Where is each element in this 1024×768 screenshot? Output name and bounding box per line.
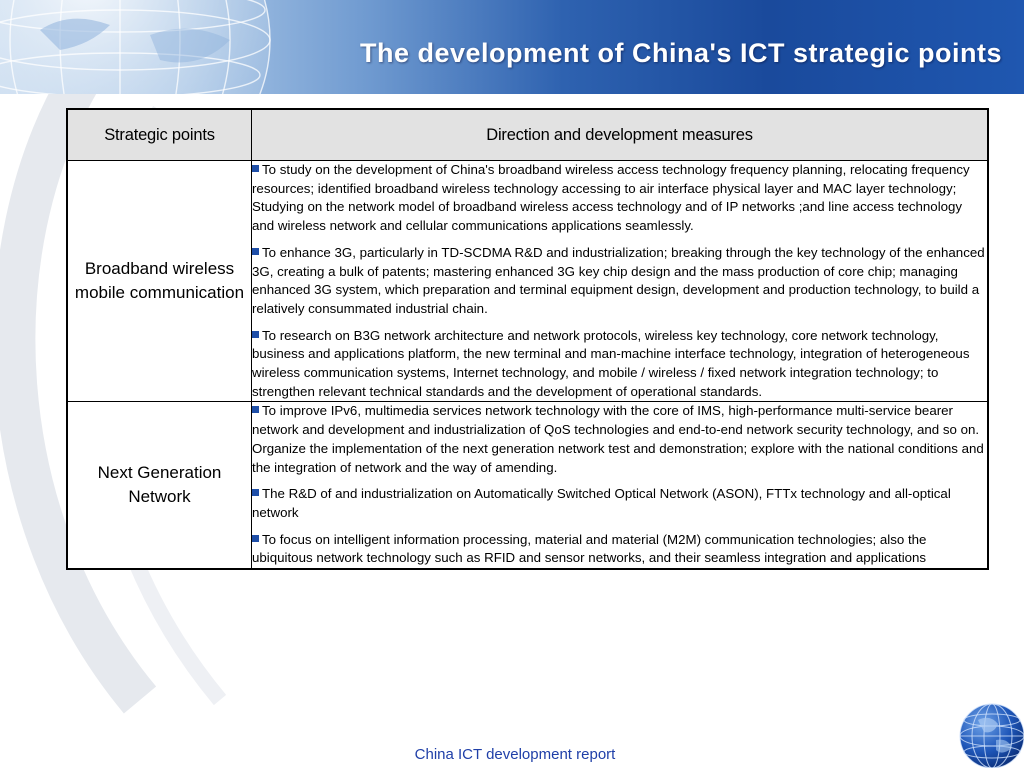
bullet-item [252, 244, 987, 319]
bullet-text: To research on B3G network architecture and network protocols, wireless key technology, core network technology, business and applications platform, the new terminal and man-machine interface technology, integration of heterogeneous wireless communication systems, Internet technology, and mobile / wireless / fixed network integration technology; to strengthen relevant technical standards and the development of operational standards. [252, 327, 970, 399]
slide-footer: China ICT development report [414, 746, 616, 763]
bullet-text: To improve IPv6, multimedia services network technology with the core of IMS, high-performance multi-service bearer network and development and industrialization of QoS technologies and end-to-end network security technology, and so on. Organize the implementation of the next generation network test and demonstration; explore with the national conditions and the integration of network and the way of amending. [252, 403, 984, 475]
globe-grid-graphic [0, 0, 300, 94]
square-bullet-icon [252, 406, 259, 413]
bullet-text: The R&D of and industrialization on Automatically Switched Optical Network (ASON), FTTx technology and all-optical network [252, 486, 951, 520]
bullet-item [252, 161, 987, 236]
globe-icon [956, 700, 1024, 768]
slide-header [0, 0, 1024, 94]
bullet-text: To study on the development of China's broadband wireless access technology frequency planning, relocating frequency resources; identified broadband wireless technology accessing to air interface physical layer and MAC layer technology; Studying on the network model of broadband wireless access technology and of IP networks ;and line access technology and wireless network and cellular communications applications seamlessly. [252, 162, 970, 234]
strategy-table [66, 108, 989, 570]
bullet-item [252, 485, 987, 522]
slide-title: The development of China's ICT strategic points [360, 38, 1002, 68]
table-row [67, 161, 988, 402]
table-header-row [67, 109, 988, 161]
bullet-item [252, 327, 987, 402]
strategy-table-container [66, 108, 989, 570]
row-label: Next Generation Network [67, 402, 252, 569]
row-content [252, 402, 989, 569]
table-row [67, 402, 988, 569]
square-bullet-icon [252, 331, 259, 338]
square-bullet-icon [252, 248, 259, 255]
bullet-text: To focus on intelligent information processing, material and material (M2M) communication technologies; also the ubiquitous network technology such as RFID and sensor networks, and their seamless integration and applications [252, 531, 927, 566]
square-bullet-icon [252, 165, 259, 172]
bullet-item [252, 402, 987, 477]
square-bullet-icon [252, 535, 259, 542]
row-label: Broadband wireless mobile communication [67, 161, 252, 402]
header-strategic-points: Strategic points [67, 109, 252, 161]
bullet-item [252, 531, 987, 568]
square-bullet-icon [252, 489, 259, 496]
bullet-text: To enhance 3G, particularly in TD-SCDMA R&D and industrialization; breaking through the key technology of the enhanced 3G, creating a bulk of patents; mastering enhanced 3G key chip design and the mass production of core chip; managing enhanced 3G system, which preparation and terminal equipment design, development and production technology, to build a relatively consummated industrial chain. [252, 244, 985, 316]
row-content [252, 161, 989, 402]
header-direction-measures: Direction and development measures [252, 109, 989, 161]
